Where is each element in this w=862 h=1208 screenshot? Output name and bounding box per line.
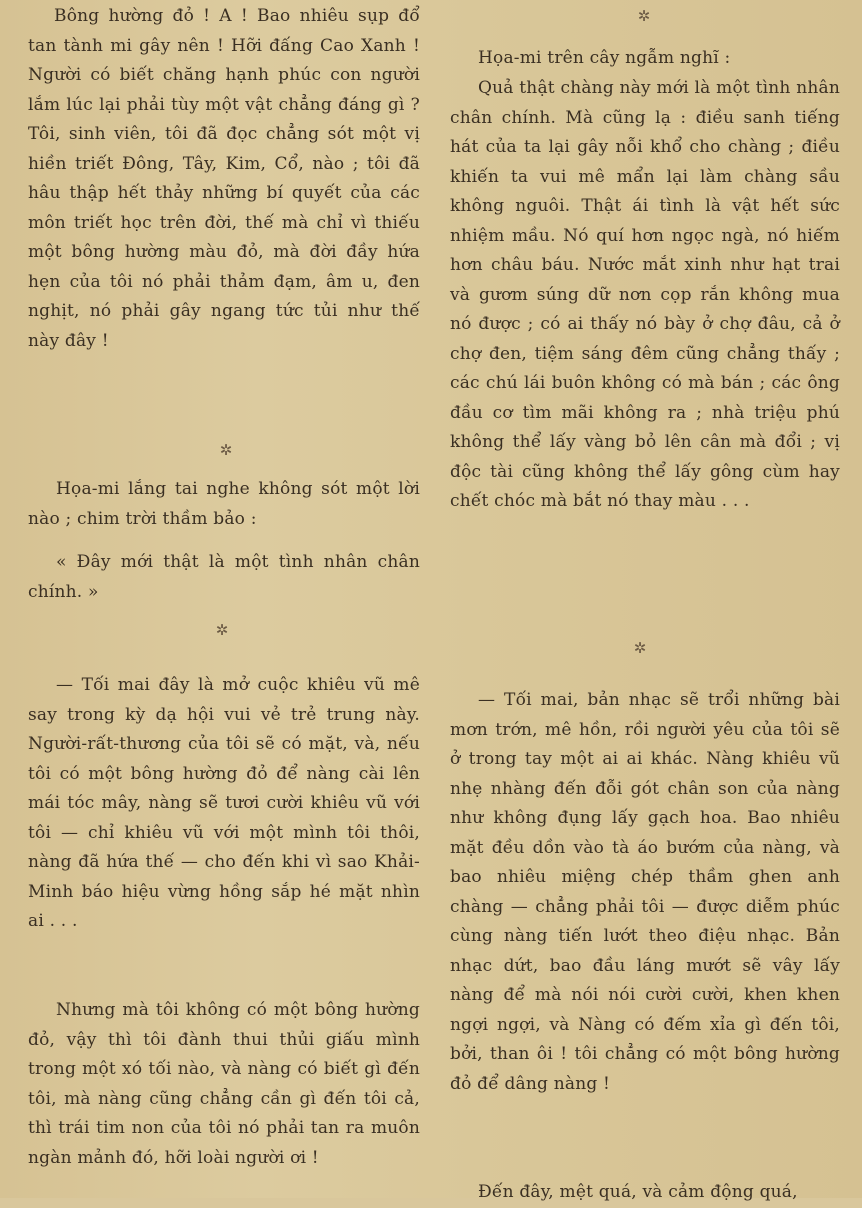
left-column xyxy=(28,0,420,1198)
paragraph-no-red-rose: Nhưng mà tôi không có một bông hường đỏ, vậy thì tôi đành thui thủi giấu mình trong một xó tối nào, và nàng có biết gì đến tôi, mà nàng cũng chẳng cần gì đến tôi cả, thì trái tim non của tôi nó phải tan ra muôn ngàn mảnh đó, hỡi loài người ơi ! xyxy=(28,1000,420,1168)
right-column xyxy=(450,0,840,1202)
paragraph-rose-lament: Bông hường đỏ ! A ! Bao nhiêu sụp đổ tan tành mi gây nên ! Hỡi đấng Cao Xanh ! Người có biết chăng hạnh phúc con người lắm lúc lại phải tùy một vật chẳng đáng gì ? Tôi, sinh viên, tôi đã đọc chẳng sót một vị hiền triết Đông, Tây, Kim, Cổ, nào ; tôi đã hâu thập hết thảy những bí quyết của các môn triết học trên đời, thế mà chỉ vì thiếu một bông hường màu đỏ, mà đời đầy hứa hẹn của tôi nó phải thảm đạm, âm u, đen nghịt, nó phải gây ngang tức tủi như thế này đây ! xyxy=(28,6,420,351)
paragraph-dance-tomorrow: — Tối mai đây là mở cuộc khiêu vũ mê say trong kỳ dạ hội vui vẻ trẻ trung này. Người-rất-thương của tôi sẽ có mặt, và, nếu tôi có một bông hường đỏ để nàng cài lên mái tóc mây, nàng sẽ tươi cười khiêu vũ với tôi — chỉ khiêu vũ với một mình tôi thôi, nàng đã hứa thế — cho đến khi vì sao Khải-Minh báo hiệu vừng hồng sắp hé mặt nhìn ai . . . xyxy=(28,675,420,931)
ornament-star-icon: ✲ xyxy=(215,621,229,639)
ornament-star-icon: ✲ xyxy=(219,441,233,459)
paragraph-continuation: Đến đây, mệt quá, và cảm động quá, xyxy=(478,1182,798,1202)
ornament-star-icon: ✲ xyxy=(637,7,651,25)
paragraph-nightingale-ponders: Họa-mi trên cây ngẫm nghĩ : xyxy=(478,48,731,68)
paragraph-nightingale-listens: Họa-mi lắng tai nghe không sót một lời nào ; chim trời thầm bảo : xyxy=(28,479,420,529)
paragraph-love-precious: Quả thật chàng này mới là một tình nhân chân chính. Mà cũng lạ : điều sanh tiếng hát của ta lại gây nỗi khổ cho chàng ; điều khiến ta vui mê mẩn lại làm chàng sầu không nguôi. Thật ái tình là vật hết sức nhiệm mầu. Nó quí hơn ngọc ngà, nó hiếm hơn châu báu. Nước mắt xinh như hạt trai và gươm súng dữ nơn cọp rắn không mua nó được ; có ai thấy nó bày ở chợ đâu, cả ở chợ đen, tiệm sáng đêm cũng chẳng thấy ; các chú lái buôn không có mà bán ; các ông đầu cơ tìm mãi không ra ; nhà triệu phú không thể lấy vàng bỏ lên cân mà đổi ; vị độc tài cũng không thể lấy gông cùm hay chết chóc mà bắt nó thay màu . . . xyxy=(450,78,840,511)
paragraph-music-tomorrow: — Tối mai, bản nhạc sẽ trổi những bài mơn trớn, mê hồn, rồi người yêu của tôi sẽ ở trong tay một ai ai khác. Nàng khiêu vũ nhẹ nhàng đến đỗi gót chân son của nàng như không đụng lấy gạch hoa. Bao nhiêu mặt đều dồn vào tà áo bướm của nàng, và bao nhiêu miệng chép thầm ghen anh chàng — chẳng phải tôi — được diễm phúc cùng nàng tiến lướt theo điệu nhạc. Bản nhạc dứt, bao đầu láng mướt sẽ vây lấy nàng để mà nói nói cười cười, khen khen ngợi ngợi, và Nàng có đếm xỉa gì đến tôi, bởi, than ôi ! tôi chẳng có một bông hường đỏ để dâng nàng ! xyxy=(450,690,840,1094)
paragraph-true-lover-quote: « Đây mới thật là một tình nhân chân chính. » xyxy=(28,552,420,602)
ornament-star-icon: ✲ xyxy=(633,639,647,657)
